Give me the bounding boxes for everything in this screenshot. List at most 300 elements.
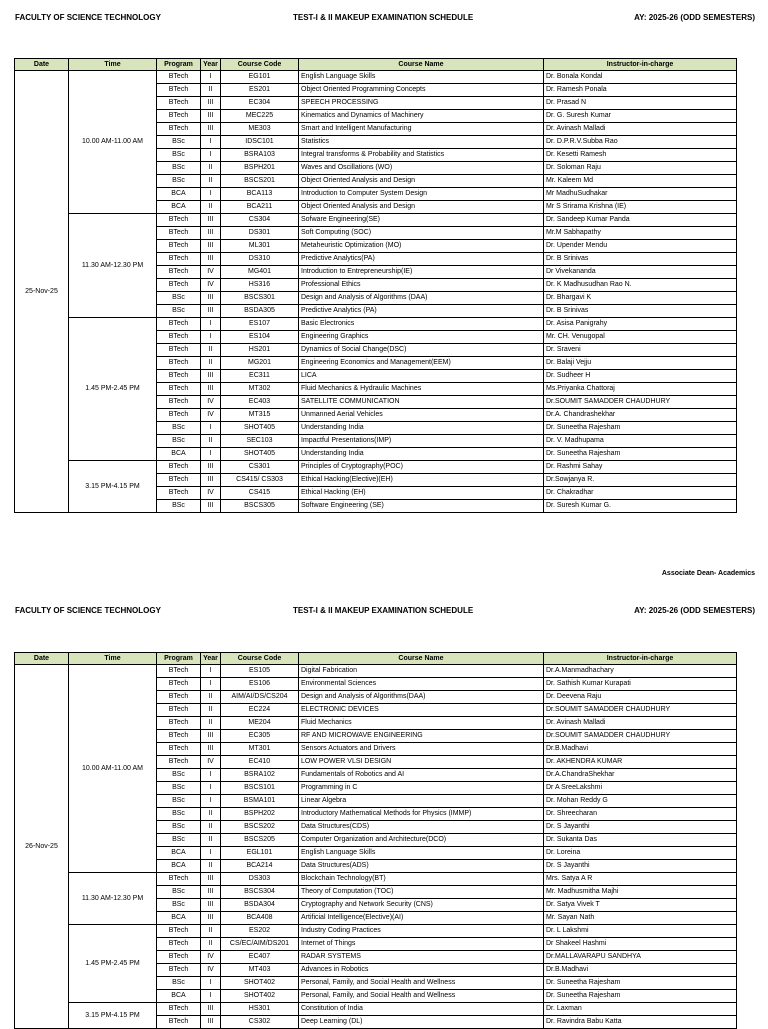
course-name-cell: ELECTRONIC DEVICES	[299, 704, 544, 717]
course-code-cell: CS415/ CS303	[221, 474, 299, 487]
course-name-cell: Introduction to Entrepreneurship(IE)	[299, 266, 544, 279]
course-code-cell: BSCS301	[221, 292, 299, 305]
year-cell: IV	[201, 951, 221, 964]
course-name-cell: Soft Computing (SOC)	[299, 227, 544, 240]
program-cell: BTech	[157, 240, 201, 253]
course-name-cell: LOW POWER VLSI DESIGN	[299, 756, 544, 769]
instructor-cell: Dr. Avinash Malladi	[544, 123, 737, 136]
year-cell: III	[201, 743, 221, 756]
time-col-header: Time	[69, 59, 157, 71]
table-row	[15, 1003, 737, 1016]
course-name-cell: Predictive Analytics(PA)	[299, 253, 544, 266]
year-cell: IV	[201, 964, 221, 977]
program-cell: BCA	[157, 912, 201, 925]
course-name-cell: Fluid Mechanics	[299, 717, 544, 730]
program-cell: BTech	[157, 396, 201, 409]
course-code-cell: MT403	[221, 964, 299, 977]
program-cell: BTech	[157, 97, 201, 110]
year-cell: III	[201, 370, 221, 383]
course-name-cell: Understanding India	[299, 448, 544, 461]
year-cell: I	[201, 71, 221, 84]
year-cell: II	[201, 925, 221, 938]
course-code-cell: SHOT405	[221, 448, 299, 461]
instructor-cell: Dr. Asisa Panigrahy	[544, 318, 737, 331]
course-code-cell: HS301	[221, 1003, 299, 1016]
program-cell: BCA	[157, 860, 201, 873]
program-cell: BTech	[157, 704, 201, 717]
course-name-cell: Metaheuristic Optimization (MO)	[299, 240, 544, 253]
instructor-cell: Dr. S Jayanthi	[544, 860, 737, 873]
signature-label: Associate Dean- Academics	[661, 570, 755, 577]
year-cell: III	[201, 912, 221, 925]
course-code-cell: AIM/AI/DS/CS204	[221, 691, 299, 704]
program-cell: BTech	[157, 110, 201, 123]
program-cell: BTech	[157, 71, 201, 84]
program-cell: BTech	[157, 487, 201, 500]
course-name-cell: Theory of Computation (TOC)	[299, 886, 544, 899]
year-cell: II	[201, 691, 221, 704]
time-cell: 11.30 AM-12.30 PM	[69, 873, 157, 925]
year-cell: IV	[201, 409, 221, 422]
course-name-cell: Data Structures(ADS)	[299, 860, 544, 873]
instructor-cell: Dr. B Srinivas	[544, 253, 737, 266]
page-header-2	[0, 593, 768, 621]
course-code-cell: MT301	[221, 743, 299, 756]
course-name-cell: Digital Fabrication	[299, 665, 544, 678]
program-cell: BTech	[157, 331, 201, 344]
table-row	[15, 665, 737, 678]
program-cell: BSc	[157, 435, 201, 448]
course-name-cell: RADAR SYSTEMS	[299, 951, 544, 964]
year-cell: I	[201, 782, 221, 795]
course-name-cell: Introduction to Computer System Design	[299, 188, 544, 201]
instructor-cell: Dr. Sraveni	[544, 344, 737, 357]
year-cell: III	[201, 253, 221, 266]
program-cell: BCA	[157, 990, 201, 1003]
year-cell: II	[201, 717, 221, 730]
program-col-header: Program	[157, 653, 201, 665]
instructor-cell: Dr. Suneetha Rajesham	[544, 448, 737, 461]
course-code-cell: BSDA304	[221, 899, 299, 912]
program-cell: BSc	[157, 769, 201, 782]
header-row	[15, 59, 737, 71]
course-code-col-header: Course Code	[221, 59, 299, 71]
year-cell: II	[201, 357, 221, 370]
program-cell: BTech	[157, 756, 201, 769]
course-name-cell: Data Structures(CDS)	[299, 821, 544, 834]
course-name-cell: Personal, Family, and Social Health and Wellness	[299, 990, 544, 1003]
course-name-cell: Object Oriented Analysis and Design	[299, 201, 544, 214]
instructor-cell: Dr. Laxman	[544, 1003, 737, 1016]
course-name-cell: Ethical Hacking(Elective)(EH)	[299, 474, 544, 487]
instructor-cell: Ms.Priyanka Chattoraj	[544, 383, 737, 396]
program-cell: BTech	[157, 938, 201, 951]
course-code-col-header: Course Code	[221, 653, 299, 665]
program-cell: BTech	[157, 925, 201, 938]
course-code-cell: EC304	[221, 97, 299, 110]
program-cell: BTech	[157, 730, 201, 743]
page-header-1	[0, 0, 768, 28]
year-cell: IV	[201, 266, 221, 279]
year-col-header: Year	[201, 653, 221, 665]
course-name-cell: Waves and Oscillations (WO)	[299, 162, 544, 175]
course-name-cell: Design and Analysis of Algorithms (DAA)	[299, 292, 544, 305]
instructor-cell: Mr MadhuSudhakar	[544, 188, 737, 201]
instructor-cell: Dr. V. Madhupama	[544, 435, 737, 448]
course-code-cell: BSCS202	[221, 821, 299, 834]
year-cell: III	[201, 305, 221, 318]
course-name-cell: Smart and Intelligent Manufacturing	[299, 123, 544, 136]
instructor-cell: Dr.SOUMIT SAMADDER CHAUDHURY	[544, 704, 737, 717]
year-cell: II	[201, 201, 221, 214]
instructor-cell: Dr.A.Manmadhachary	[544, 665, 737, 678]
course-name-cell: Blockchain Technology(BT)	[299, 873, 544, 886]
instructor-cell: Dr. Rashmi Sahay	[544, 461, 737, 474]
instructor-col-header: Instructor-in-charge	[544, 59, 737, 71]
instructor-cell: Dr Vivekananda	[544, 266, 737, 279]
program-cell: BTech	[157, 1003, 201, 1016]
course-code-cell: MG401	[221, 266, 299, 279]
course-name-cell: Industry Coding Practices	[299, 925, 544, 938]
year-cell: I	[201, 990, 221, 1003]
course-code-cell: BCA113	[221, 188, 299, 201]
course-name-cell: Cryptography and Network Security (CNS)	[299, 899, 544, 912]
date-cell: 25-Nov-25	[15, 71, 69, 513]
table-row	[15, 925, 737, 938]
program-cell: BTech	[157, 84, 201, 97]
course-code-cell: BSCS201	[221, 175, 299, 188]
faculty-title: FACULTY OF SCIENCE TECHNOLOGY	[15, 606, 161, 615]
year-cell: I	[201, 795, 221, 808]
program-cell: BTech	[157, 1016, 201, 1029]
program-cell: BTech	[157, 873, 201, 886]
course-code-cell: DS303	[221, 873, 299, 886]
instructor-cell: Dr. Upender Mendu	[544, 240, 737, 253]
course-code-cell: EC410	[221, 756, 299, 769]
course-code-cell: ML301	[221, 240, 299, 253]
course-code-cell: IDSC101	[221, 136, 299, 149]
course-code-cell: SHOT405	[221, 422, 299, 435]
course-code-cell: ES202	[221, 925, 299, 938]
year-cell: II	[201, 704, 221, 717]
table-row	[15, 214, 737, 227]
program-cell: BCA	[157, 188, 201, 201]
instructor-cell: Mr S Srirama Krishna (IE)	[544, 201, 737, 214]
time-cell: 3.15 PM-4.15 PM	[69, 461, 157, 513]
instructor-cell: Dr. Shreecharan	[544, 808, 737, 821]
year-cell: III	[201, 886, 221, 899]
course-code-cell: ME204	[221, 717, 299, 730]
year-cell: I	[201, 678, 221, 691]
course-name-cell: Integral transforms & Probability and Statistics	[299, 149, 544, 162]
course-name-cell: Advances in Robotics	[299, 964, 544, 977]
year-cell: III	[201, 1003, 221, 1016]
course-code-cell: CS302	[221, 1016, 299, 1029]
program-col-header: Program	[157, 59, 201, 71]
program-cell: BTech	[157, 279, 201, 292]
instructor-cell: Dr Shakeel Hashmi	[544, 938, 737, 951]
program-cell: BTech	[157, 253, 201, 266]
course-name-cell: Constitution of India	[299, 1003, 544, 1016]
course-name-cell: Dynamics of Social Change(DSC)	[299, 344, 544, 357]
program-cell: BTech	[157, 383, 201, 396]
year-cell: IV	[201, 487, 221, 500]
course-name-cell: Introductory Mathematical Methods for Physics (IMMP)	[299, 808, 544, 821]
course-name-cell: Artificial Intelligence(Elective)(AI)	[299, 912, 544, 925]
year-cell: III	[201, 461, 221, 474]
year-cell: II	[201, 938, 221, 951]
course-code-cell: EGL101	[221, 847, 299, 860]
year-cell: I	[201, 331, 221, 344]
year-cell: III	[201, 500, 221, 513]
course-code-cell: BCA408	[221, 912, 299, 925]
course-name-cell: Fundamentals of Robotics and AI	[299, 769, 544, 782]
instructor-cell: Dr.MALLAVARAPU SANDHYA	[544, 951, 737, 964]
course-name-cell: Ethical Hacking (EH)	[299, 487, 544, 500]
course-code-cell: MEC225	[221, 110, 299, 123]
course-name-cell: Predictive Analytics (PA)	[299, 305, 544, 318]
year-col-header: Year	[201, 59, 221, 71]
year-cell: III	[201, 873, 221, 886]
course-code-cell: BSRA102	[221, 769, 299, 782]
program-cell: BTech	[157, 266, 201, 279]
course-code-cell: BSCS304	[221, 886, 299, 899]
instructor-cell: Dr. G. Suresh Kumar	[544, 110, 737, 123]
date-cell: 26-Nov-25	[15, 665, 69, 1029]
instructor-cell: Dr. Bhargavi K	[544, 292, 737, 305]
course-name-cell: Fluid Mechanics & Hydraulic Machines	[299, 383, 544, 396]
course-code-cell: MT302	[221, 383, 299, 396]
year-cell: III	[201, 227, 221, 240]
program-cell: BSc	[157, 149, 201, 162]
year-cell: III	[201, 292, 221, 305]
year-cell: I	[201, 769, 221, 782]
instructor-cell: Dr. Ravindra Babu Katta	[544, 1016, 737, 1029]
course-code-cell: MT315	[221, 409, 299, 422]
program-cell: BSc	[157, 782, 201, 795]
instructor-cell: Dr. Avinash Malladi	[544, 717, 737, 730]
year-cell: I	[201, 847, 221, 860]
course-code-cell: CS415	[221, 487, 299, 500]
course-name-cell: Object Oriented Programming Concepts	[299, 84, 544, 97]
course-code-cell: DS301	[221, 227, 299, 240]
course-name-cell: Statistics	[299, 136, 544, 149]
course-code-cell: ES107	[221, 318, 299, 331]
course-name-cell: Deep Learning (DL)	[299, 1016, 544, 1029]
program-cell: BTech	[157, 344, 201, 357]
course-name-cell: English Language Skills	[299, 847, 544, 860]
year-cell: I	[201, 149, 221, 162]
program-cell: BTech	[157, 370, 201, 383]
instructor-cell: Dr. Loreina	[544, 847, 737, 860]
course-name-cell: Impactful Presentations(IMP)	[299, 435, 544, 448]
instructor-cell: Dr A SreeLakshmi	[544, 782, 737, 795]
instructor-cell: Dr. Mohan Reddy G	[544, 795, 737, 808]
course-code-cell: SHOT402	[221, 977, 299, 990]
program-cell: BCA	[157, 201, 201, 214]
course-code-cell: BSCS305	[221, 500, 299, 513]
course-name-cell: Engineering Economics and Management(EEM)	[299, 357, 544, 370]
instructor-cell: Dr. Kesetti Ramesh	[544, 149, 737, 162]
course-code-cell: EC407	[221, 951, 299, 964]
course-code-cell: DS310	[221, 253, 299, 266]
course-name-cell: SPEECH PROCESSING	[299, 97, 544, 110]
year-cell: III	[201, 123, 221, 136]
course-code-cell: BCA214	[221, 860, 299, 873]
instructor-cell: Mr. CH. Venugopal	[544, 331, 737, 344]
program-cell: BSc	[157, 136, 201, 149]
program-cell: BTech	[157, 461, 201, 474]
instructor-cell: Dr. Suneetha Rajesham	[544, 422, 737, 435]
course-name-cell: SATELLITE COMMUNICATION	[299, 396, 544, 409]
course-code-cell: BSCS101	[221, 782, 299, 795]
year-cell: I	[201, 318, 221, 331]
program-cell: BCA	[157, 448, 201, 461]
course-code-cell: BSPH202	[221, 808, 299, 821]
year-cell: I	[201, 136, 221, 149]
instructor-cell: Dr. Sudheer H	[544, 370, 737, 383]
header-row	[15, 653, 737, 665]
instructor-cell: Dr. Suneetha Rajesham	[544, 977, 737, 990]
instructor-col-header: Instructor-in-charge	[544, 653, 737, 665]
instructor-cell: Dr. Prasad N	[544, 97, 737, 110]
year-cell: III	[201, 474, 221, 487]
course-name-cell: Design and Analysis of Algorithms(DAA)	[299, 691, 544, 704]
course-code-cell: BSPH201	[221, 162, 299, 175]
course-name-cell: Understanding India	[299, 422, 544, 435]
program-cell: BTech	[157, 717, 201, 730]
instructor-cell: Dr.SOUMIT SAMADDER CHAUDHURY	[544, 396, 737, 409]
course-name-cell: RF AND MICROWAVE ENGINEERING	[299, 730, 544, 743]
course-name-cell: Sofware Engineering(SE)	[299, 214, 544, 227]
instructor-cell: Dr. AKHENDRA KUMAR	[544, 756, 737, 769]
program-cell: BSc	[157, 292, 201, 305]
year-cell: IV	[201, 279, 221, 292]
faculty-title: FACULTY OF SCIENCE TECHNOLOGY	[15, 13, 161, 22]
instructor-cell: Dr. Chakradhar	[544, 487, 737, 500]
year-cell: II	[201, 344, 221, 357]
time-cell: 1.45 PM-2.45 PM	[69, 318, 157, 461]
course-name-cell: Unmanned Aerial Vehicles	[299, 409, 544, 422]
course-code-cell: EG101	[221, 71, 299, 84]
time-cell: 10.00 AM-11.00 AM	[69, 665, 157, 873]
time-col-header: Time	[69, 653, 157, 665]
program-cell: BSc	[157, 162, 201, 175]
year-cell: II	[201, 84, 221, 97]
instructor-cell: Dr. K Madhusudhan Rao N.	[544, 279, 737, 292]
course-code-cell: ES104	[221, 331, 299, 344]
instructor-cell: Dr. Sathish Kumar Kurapati	[544, 678, 737, 691]
course-code-cell: MG201	[221, 357, 299, 370]
year-cell: I	[201, 422, 221, 435]
table-row	[15, 873, 737, 886]
year-cell: I	[201, 665, 221, 678]
instructor-cell: Dr. S Jayanthi	[544, 821, 737, 834]
instructor-cell: Mr. Madhusmitha Majhi	[544, 886, 737, 899]
course-code-cell: ES201	[221, 84, 299, 97]
program-cell: BSc	[157, 500, 201, 513]
course-code-cell: ES106	[221, 678, 299, 691]
program-cell: BSc	[157, 305, 201, 318]
course-name-cell: LICA	[299, 370, 544, 383]
course-code-cell: BCA211	[221, 201, 299, 214]
instructor-cell: Mrs. Satya A R	[544, 873, 737, 886]
program-cell: BTech	[157, 214, 201, 227]
year-cell: II	[201, 834, 221, 847]
program-cell: BTech	[157, 474, 201, 487]
year-cell: II	[201, 175, 221, 188]
program-cell: BSc	[157, 834, 201, 847]
course-name-cell: Object Oriented Analysis and Design	[299, 175, 544, 188]
year-cell: IV	[201, 396, 221, 409]
course-code-cell: BSMA101	[221, 795, 299, 808]
program-cell: BTech	[157, 964, 201, 977]
year-cell: II	[201, 435, 221, 448]
table-row	[15, 71, 737, 84]
instructor-cell: Dr.A. Chandrashekhar	[544, 409, 737, 422]
program-cell: BSc	[157, 795, 201, 808]
course-name-cell: Environmental Sciences	[299, 678, 544, 691]
instructor-cell: Dr. L Lakshmi	[544, 925, 737, 938]
instructor-cell: Dr. Bonala Kondal	[544, 71, 737, 84]
course-name-cell: Professional Ethics	[299, 279, 544, 292]
year-cell: II	[201, 162, 221, 175]
year-cell: IV	[201, 756, 221, 769]
instructor-cell: Mr.M Sabhapathy	[544, 227, 737, 240]
academic-year: AY: 2025-26 (ODD SEMESTERS)	[634, 606, 755, 615]
program-cell: BTech	[157, 318, 201, 331]
course-name-cell: Sensors Actuators and Drivers	[299, 743, 544, 756]
instructor-cell: Dr. Satya Vivek T	[544, 899, 737, 912]
year-cell: I	[201, 977, 221, 990]
course-code-cell: BSRA103	[221, 149, 299, 162]
course-name-col-header: Course Name	[299, 59, 544, 71]
course-name-cell: Principles of Cryptography(POC)	[299, 461, 544, 474]
instructor-cell: Dr.B.Madhavi	[544, 743, 737, 756]
date-col-header: Date	[15, 59, 69, 71]
instructor-cell: Dr.Sowjanya R.	[544, 474, 737, 487]
course-code-cell: EC311	[221, 370, 299, 383]
year-cell: II	[201, 860, 221, 873]
year-cell: III	[201, 97, 221, 110]
course-code-cell: BSCS205	[221, 834, 299, 847]
instructor-cell: Dr.B.Madhavi	[544, 964, 737, 977]
year-cell: I	[201, 188, 221, 201]
program-cell: BSc	[157, 175, 201, 188]
course-code-cell: CS301	[221, 461, 299, 474]
course-code-cell: SEC103	[221, 435, 299, 448]
course-name-col-header: Course Name	[299, 653, 544, 665]
time-cell: 11.30 AM-12.30 PM	[69, 214, 157, 318]
program-cell: BTech	[157, 678, 201, 691]
course-code-cell: EC305	[221, 730, 299, 743]
instructor-cell: Dr. Sukanta Das	[544, 834, 737, 847]
year-cell: II	[201, 821, 221, 834]
course-name-cell: Kinematics and Dynamics of Machinery	[299, 110, 544, 123]
instructor-cell: Dr. B Srinivas	[544, 305, 737, 318]
instructor-cell: Dr. Soloman Raju	[544, 162, 737, 175]
course-code-cell: CS/EC/AIM/DS201	[221, 938, 299, 951]
instructor-cell: Dr. Balaji Vejju	[544, 357, 737, 370]
program-cell: BSc	[157, 977, 201, 990]
program-cell: BSc	[157, 422, 201, 435]
instructor-cell: Dr. Sandeep Kumar Panda	[544, 214, 737, 227]
course-name-cell: Computer Organization and Architecture(DCO)	[299, 834, 544, 847]
program-cell: BTech	[157, 227, 201, 240]
schedule-table-26-nov	[14, 652, 737, 1029]
schedule-table-25-nov	[14, 58, 737, 513]
schedule-title: TEST-I & II MAKEUP EXAMINATION SCHEDULE	[293, 606, 474, 615]
